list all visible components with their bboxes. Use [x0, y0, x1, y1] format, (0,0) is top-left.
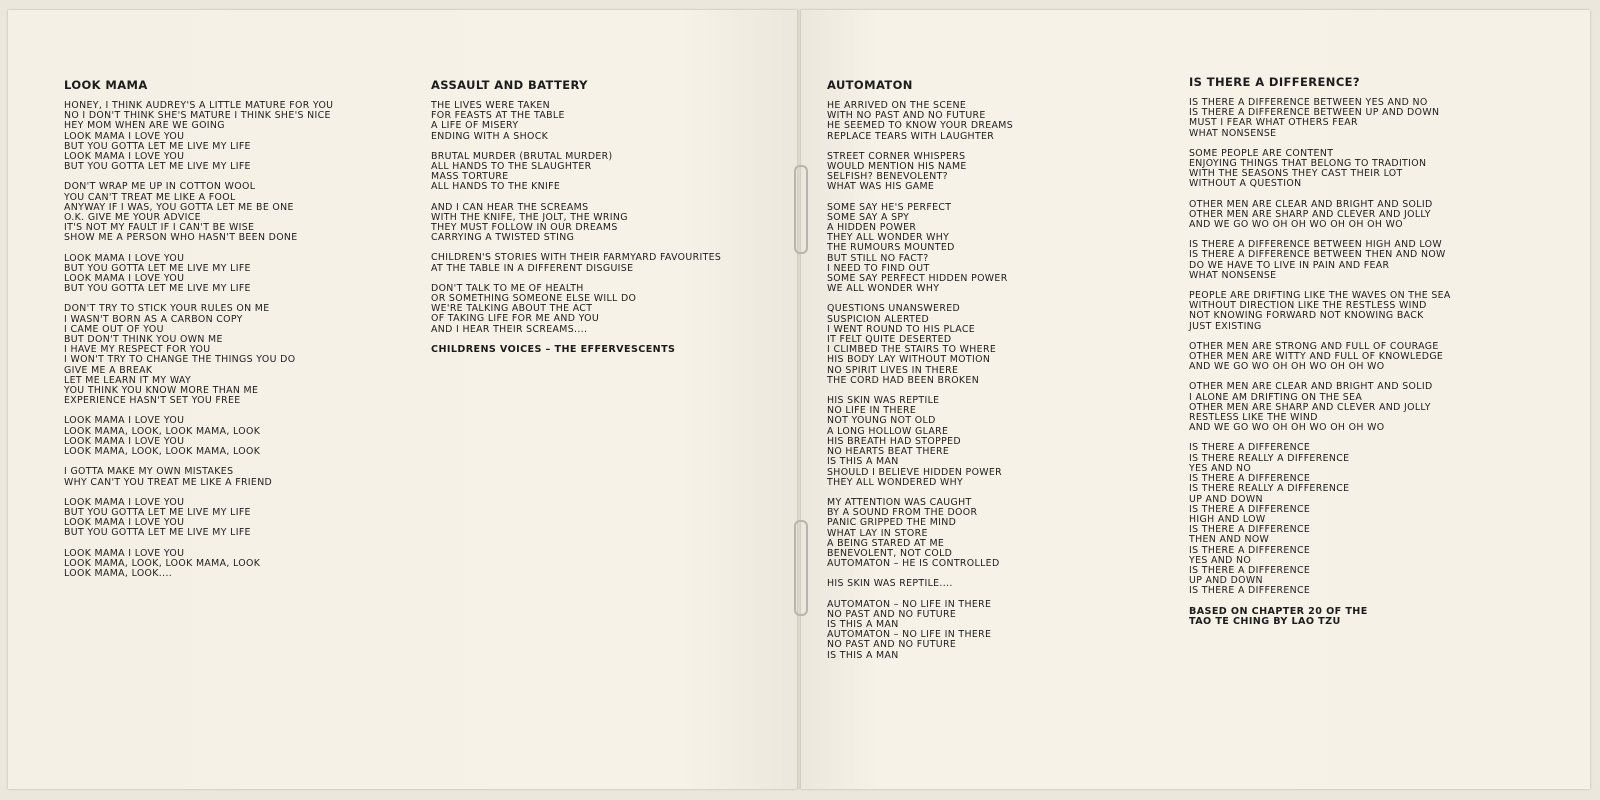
lyric-line: BENEVOLENT, NOT COLD	[827, 547, 953, 559]
lyric-line: I GOTTA MAKE MY OWN MISTAKES	[64, 466, 234, 478]
lyric-line: A HIDDEN POWER	[827, 222, 917, 234]
lyric-line: NO PAST AND NO FUTURE	[827, 608, 957, 620]
lyric-line: WITHOUT A QUESTION	[1189, 178, 1302, 190]
lyric-line: WHY CAN'T YOU TREAT ME LIKE A FRIEND	[64, 476, 273, 488]
lyric-line: WE ALL WONDER WHY	[827, 283, 940, 295]
lyric-line: PEOPLE ARE DRIFTING LIKE THE WAVES ON THE SEA	[1189, 290, 1451, 302]
lyric-line: AUTOMATON – NO LIFE IN THERE	[827, 629, 992, 641]
lyric-line: SOME PEOPLE ARE CONTENT	[1189, 147, 1334, 159]
song-title: IS THERE A DIFFERENCE?	[1189, 75, 1361, 89]
lyric-line: NOT KNOWING FORWARD NOT KNOWING BACK	[1189, 310, 1424, 322]
lyric-line: YOU THINK YOU KNOW MORE THAN ME	[64, 385, 259, 397]
lyric-line: LOOK MAMA I LOVE YOU	[64, 435, 185, 447]
lyric-line: SHOW ME A PERSON WHO HASN'T BEEN DONE	[64, 232, 298, 244]
lyric-line: I HAVE MY RESPECT FOR YOU	[64, 344, 211, 356]
lyric-line: I WENT ROUND TO HIS PLACE	[827, 323, 976, 335]
lyric-line: YOU CAN'T TREAT ME LIKE A FOOL	[64, 191, 236, 203]
lyric-line: BUT STILL NO FACT?	[827, 252, 929, 264]
lyric-line: IS THERE A DIFFERENCE	[1189, 524, 1311, 536]
lyric-line: EXPERIENCE HASN'T SET YOU FREE	[64, 395, 241, 407]
lyric-line: I WASN'T BORN AS A CARBON COPY	[64, 313, 243, 325]
lyric-line: LOOK MAMA, LOOK, LOOK MAMA, LOOK	[64, 557, 261, 569]
song-assault-and-battery	[431, 78, 721, 365]
song-title: ASSAULT AND BATTERY	[431, 78, 588, 92]
lyric-line: WHAT NONSENSE	[1189, 269, 1277, 281]
song-automaton	[827, 78, 1013, 671]
lyric-line: IS THERE A DIFFERENCE BETWEEN HIGH AND LOW	[1189, 239, 1442, 251]
lyric-line: BUT DON'T THINK YOU OWN ME	[64, 334, 223, 346]
lyric-line: REPLACE TEARS WITH LAUGHTER	[827, 130, 995, 142]
lyric-line: SUSPICION ALERTED	[827, 313, 930, 325]
lyric-line: AT THE TABLE IN A DIFFERENT DISGUISE	[431, 262, 634, 274]
song-credit	[431, 345, 721, 356]
booklet-spine	[797, 10, 801, 789]
lyric-line: BUT YOU GOTTA LET ME LIVE MY LIFE	[64, 161, 251, 173]
lyric-line: IS THERE A DIFFERENCE BETWEEN UP AND DOWN	[1189, 107, 1440, 119]
lyric-line: BUT YOU GOTTA LET ME LIVE MY LIFE	[64, 140, 251, 152]
lyric-stanza	[64, 416, 333, 457]
lyric-line: LOOK MAMA I LOVE YOU	[64, 547, 185, 559]
lyric-line: BUT YOU GOTTA LET ME LIVE MY LIFE	[64, 283, 251, 295]
lyric-line: LOOK MAMA I LOVE YOU	[64, 252, 185, 264]
lyric-line: HE ARRIVED ON THE SCENE	[827, 100, 967, 111]
lyric-line: ENJOYING THINGS THAT BELONG TO TRADITION	[1189, 158, 1427, 170]
lyric-line: UP AND DOWN	[1189, 493, 1263, 505]
lyric-line: WITHOUT DIRECTION LIKE THE RESTLESS WIND	[1189, 300, 1427, 312]
lyric-line: MASS TORTURE	[431, 171, 509, 183]
lyric-line: THEY ALL WONDER WHY	[827, 232, 950, 244]
lyric-stanza	[64, 182, 333, 243]
lyric-line: OTHER MEN ARE WITTY AND FULL OF KNOWLEDGE	[1189, 351, 1444, 363]
lyric-line: IT'S NOT MY FAULT IF I CAN'T BE WISE	[64, 222, 255, 234]
lyric-line: HIS SKIN WAS REPTILE....	[827, 578, 953, 590]
lyric-stanza	[431, 253, 721, 273]
lyric-line: HIS BREATH HAD STOPPED	[827, 435, 961, 447]
lyric-line: LOOK MAMA I LOVE YOU	[64, 273, 185, 285]
lyric-line: NOT YOUNG NOT OLD	[827, 415, 936, 427]
lyric-line: WE'RE TALKING ABOUT THE ACT	[431, 303, 593, 315]
lyric-line: IT FELT QUITE DESERTED	[827, 334, 952, 346]
lyric-line: QUESTIONS UNANSWERED	[827, 303, 961, 315]
lyric-line: AND I HEAR THEIR SCREAMS....	[431, 323, 588, 335]
lyric-stanza	[827, 101, 1013, 142]
lyric-line: I CLIMBED THE STAIRS TO WHERE	[827, 344, 997, 356]
lyric-line: IS THERE A DIFFERENCE	[1189, 503, 1311, 515]
lyric-line: NO HEARTS BEAT THERE	[827, 446, 950, 458]
lyric-line: AUTOMATON – NO LIFE IN THERE	[827, 598, 992, 610]
song-title: LOOK MAMA	[64, 78, 148, 92]
lyric-stanza	[64, 101, 333, 172]
lyric-line: DO WE HAVE TO LIVE IN PAIN AND FEAR	[1189, 259, 1390, 271]
song-is-there-a-difference	[1189, 75, 1451, 638]
lyric-stanza	[1189, 342, 1451, 373]
lyric-stanza	[431, 203, 721, 244]
lyric-line: THE CORD HAD BEEN BROKEN	[827, 374, 980, 386]
lyric-stanza	[64, 467, 333, 487]
lyric-line: WHAT WAS HIS GAME	[827, 181, 935, 193]
lyric-line: NO SPIRIT LIVES IN THERE	[827, 364, 959, 376]
lyric-stanza	[1189, 149, 1451, 190]
lyric-line: A LIFE OF MISERY	[431, 120, 519, 132]
lyric-line: THEN AND NOW	[1189, 534, 1270, 546]
lyric-line: MY ATTENTION WAS CAUGHT	[827, 496, 972, 508]
lyric-stanza	[64, 254, 333, 295]
lyric-line: WHAT NONSENSE	[1189, 127, 1277, 139]
lyric-line: BRUTAL MURDER (BRUTAL MURDER)	[431, 150, 613, 162]
lyric-line: WHAT LAY IN STORE	[827, 527, 928, 539]
lyric-line: O.K. GIVE ME YOUR ADVICE	[64, 212, 201, 224]
credit-line: TAO TE CHING BY LAO TZU	[1189, 616, 1341, 628]
lyric-line: OTHER MEN ARE SHARP AND CLEVER AND JOLLY	[1189, 208, 1431, 220]
lyric-line: HONEY, I THINK AUDREY'S A LITTLE MATURE FOR YOU	[64, 100, 334, 111]
lyric-line: RESTLESS LIKE THE WIND	[1189, 412, 1318, 424]
credit-line: BASED ON CHAPTER 20 OF THE	[1189, 605, 1368, 617]
lyric-line: ALL HANDS TO THE SLAUGHTER	[431, 161, 592, 173]
lyric-line: SOME SAY HE'S PERFECT	[827, 201, 952, 213]
lyric-stanza	[64, 304, 333, 406]
lyric-line: IS THERE A DIFFERENCE BETWEEN THEN AND NOW	[1189, 249, 1446, 261]
lyric-stanza	[827, 396, 1013, 488]
lyric-stanza	[1189, 291, 1451, 332]
lyric-line: UP AND DOWN	[1189, 575, 1263, 587]
lyric-line: IS THERE A DIFFERENCE	[1189, 585, 1311, 597]
lyric-line: LOOK MAMA I LOVE YOU	[64, 415, 185, 427]
lyric-line: DON'T TALK TO ME OF HEALTH	[431, 282, 584, 294]
lyric-line: NO PAST AND NO FUTURE	[827, 639, 957, 651]
lyric-stanza	[1189, 443, 1451, 596]
lyric-line: BUT YOU GOTTA LET ME LIVE MY LIFE	[64, 262, 251, 274]
lyric-stanza	[64, 498, 333, 539]
lyric-line: IS THERE REALLY A DIFFERENCE	[1189, 483, 1350, 495]
lyric-line: LET ME LEARN IT MY WAY	[64, 374, 192, 386]
lyric-line: YES AND NO	[1189, 554, 1252, 566]
lyric-line: CHILDREN'S STORIES WITH THEIR FARMYARD FAVOURITES	[431, 252, 722, 264]
lyric-line: AUTOMATON – HE IS CONTROLLED	[827, 558, 1000, 570]
lyric-stanza	[431, 101, 721, 142]
lyric-line: OTHER MEN ARE SHARP AND CLEVER AND JOLLY	[1189, 401, 1431, 413]
lyric-stanza	[827, 579, 1013, 589]
lyric-line: LOOK MAMA I LOVE YOU	[64, 496, 185, 508]
lyric-line: SOME SAY PERFECT HIDDEN POWER	[827, 273, 1008, 285]
lyric-line: NO LIFE IN THERE	[827, 405, 917, 417]
lyric-line: OTHER MEN ARE STRONG AND FULL OF COURAGE	[1189, 340, 1439, 352]
lyric-line: BY A SOUND FROM THE DOOR	[827, 507, 978, 519]
lyric-line: I WON'T TRY TO CHANGE THE THINGS YOU DO	[64, 354, 296, 366]
lyric-stanza	[64, 549, 333, 580]
lyric-line: LOOK MAMA I LOVE YOU	[64, 130, 185, 142]
lyric-line: OTHER MEN ARE CLEAR AND BRIGHT AND SOLID	[1189, 198, 1433, 210]
lyric-line: GIVE ME A BREAK	[64, 364, 153, 376]
lyric-stanza	[431, 284, 721, 335]
song-credit	[1189, 607, 1451, 628]
lyric-line: WITH NO PAST AND NO FUTURE	[827, 110, 986, 122]
lyric-line: IS THERE A DIFFERENCE	[1189, 544, 1311, 556]
lyric-line: THE LIVES WERE TAKEN	[431, 100, 551, 111]
lyric-line: HIS SKIN WAS REPTILE	[827, 395, 940, 407]
lyric-line: FOR FEASTS AT THE TABLE	[431, 110, 565, 122]
lyric-line: WITH THE SEASONS THEY CAST THEIR LOT	[1189, 168, 1403, 180]
lyric-line: IS THIS A MAN	[827, 618, 899, 630]
lyric-line: IS THIS A MAN	[827, 456, 899, 468]
lyric-line: YES AND NO	[1189, 462, 1252, 474]
lyric-stanza	[1189, 240, 1451, 281]
song-look-mama	[64, 78, 333, 589]
lyric-line: MUST I FEAR WHAT OTHERS FEAR	[1189, 117, 1358, 129]
lyric-line: LOOK MAMA I LOVE YOU	[64, 151, 185, 163]
staple-icon	[794, 165, 808, 254]
lyric-stanza	[827, 498, 1013, 569]
lyric-line: BUT YOU GOTTA LET ME LIVE MY LIFE	[64, 506, 251, 518]
lyric-line: LOOK MAMA I LOVE YOU	[64, 517, 185, 529]
lyric-line: DON'T TRY TO STICK YOUR RULES ON ME	[64, 303, 270, 315]
credit-line: CHILDRENS VOICES – THE EFFERVESCENTS	[431, 343, 676, 355]
lyric-line: IS THERE A DIFFERENCE	[1189, 442, 1311, 454]
lyric-line: IS THERE A DIFFERENCE	[1189, 564, 1311, 576]
lyric-line: I NEED TO FIND OUT	[827, 262, 930, 274]
lyric-line: STREET CORNER WHISPERS	[827, 150, 966, 162]
lyric-stanza	[827, 600, 1013, 661]
lyric-line: OTHER MEN ARE CLEAR AND BRIGHT AND SOLID	[1189, 381, 1433, 393]
staple-icon	[794, 520, 808, 616]
lyric-line: THE RUMOURS MOUNTED	[827, 242, 955, 254]
lyric-line: JUST EXISTING	[1189, 320, 1262, 332]
lyric-line: HEY MOM WHEN ARE WE GOING	[64, 120, 225, 132]
lyric-line: THEY MUST FOLLOW IN OUR DREAMS	[431, 222, 618, 234]
lyric-line: LOOK MAMA, LOOK....	[64, 567, 173, 579]
lyric-line: AND WE GO WO OH OH WO OH OH OH WO	[1189, 219, 1403, 231]
lyric-line: IS THIS A MAN	[827, 649, 899, 661]
lyric-line: WOULD MENTION HIS NAME	[827, 161, 967, 173]
lyric-line: IS THERE REALLY A DIFFERENCE	[1189, 452, 1350, 464]
lyric-line: HIGH AND LOW	[1189, 513, 1266, 525]
lyric-line: A LONG HOLLOW GLARE	[827, 425, 949, 437]
lyric-line: I ALONE AM DRIFTING ON THE SEA	[1189, 391, 1363, 403]
lyric-line: LOOK MAMA, LOOK, LOOK MAMA, LOOK	[64, 425, 261, 437]
lyric-stanza	[827, 152, 1013, 193]
lyric-line: AND WE GO WO OH OH WO OH OH WO	[1189, 422, 1385, 434]
lyric-stanza	[431, 152, 721, 193]
lyric-line: PANIC GRIPPED THE MIND	[827, 517, 957, 529]
lyric-line: AND I CAN HEAR THE SCREAMS	[431, 201, 589, 213]
lyric-line: OF TAKING LIFE FOR ME AND YOU	[431, 313, 600, 325]
lyric-line: IS THERE A DIFFERENCE	[1189, 473, 1311, 485]
lyric-line: THEY ALL WONDERED WHY	[827, 476, 964, 488]
lyric-line: AND WE GO WO OH OH WO OH OH WO	[1189, 361, 1385, 373]
lyric-line: NO I DON'T THINK SHE'S MATURE I THINK SHE'S NICE	[64, 110, 331, 122]
lyric-line: ANYWAY IF I WAS, YOU GOTTA LET ME BE ONE	[64, 201, 294, 213]
lyric-line: WITH THE KNIFE, THE JOLT, THE WRING	[431, 211, 628, 223]
lyric-line: I CAME OUT OF YOU	[64, 323, 164, 335]
song-title: AUTOMATON	[827, 78, 913, 92]
lyric-line: HIS BODY LAY WITHOUT MOTION	[827, 354, 991, 366]
lyric-stanza	[1189, 200, 1451, 231]
lyric-line: SHOULD I BELIEVE HIDDEN POWER	[827, 466, 1003, 478]
lyric-line: IS THERE A DIFFERENCE BETWEEN YES AND NO	[1189, 97, 1428, 108]
lyric-line: ENDING WITH A SHOCK	[431, 130, 549, 142]
lyric-line: CARRYING A TWISTED STING	[431, 232, 575, 244]
lyric-stanza	[827, 203, 1013, 295]
lyric-line: LOOK MAMA, LOOK, LOOK MAMA, LOOK	[64, 446, 261, 458]
lyric-line: BUT YOU GOTTA LET ME LIVE MY LIFE	[64, 527, 251, 539]
lyric-line: A BEING STARED AT ME	[827, 537, 945, 549]
lyric-line: SELFISH? BENEVOLENT?	[827, 171, 948, 183]
lyric-line: DON'T WRAP ME UP IN COTTON WOOL	[64, 181, 256, 193]
lyric-line: OR SOMETHING SOMEONE ELSE WILL DO	[431, 293, 637, 305]
lyric-stanza	[1189, 382, 1451, 433]
lyric-line: ALL HANDS TO THE KNIFE	[431, 181, 561, 193]
lyric-stanza	[827, 304, 1013, 386]
lyric-stanza	[1189, 98, 1451, 139]
lyric-line: HE SEEMED TO KNOW YOUR DREAMS	[827, 120, 1014, 132]
lyric-line: SOME SAY A SPY	[827, 211, 910, 223]
